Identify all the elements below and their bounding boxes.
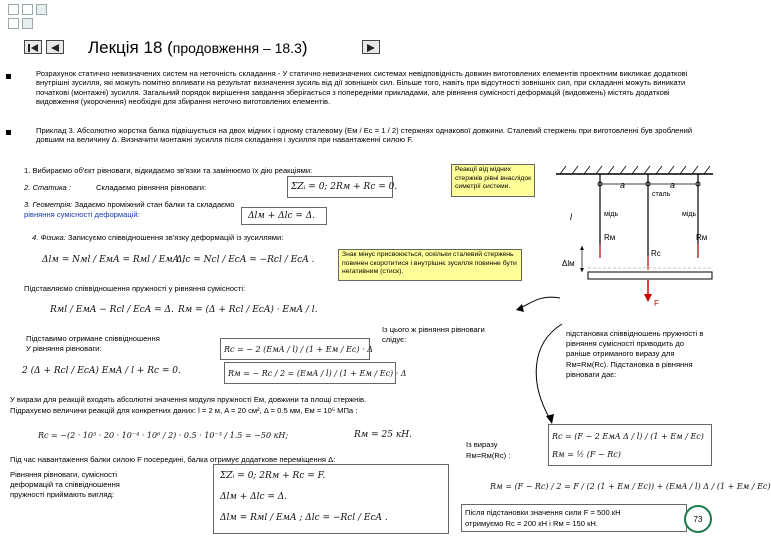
first-slide-icon xyxy=(25,42,41,54)
decor-square xyxy=(36,4,47,15)
step-2-text: Складаємо рівняння рівноваги: xyxy=(96,183,207,192)
next-slide-icon xyxy=(363,42,379,54)
reaction-arrows xyxy=(600,244,698,270)
equation-system-box: ΣZᵢ = 0; 2Rм + Rс = F. Δlм + Δlс = Δ. Δlм = Rмl / EмA ; Δlс = −Rсl / EсA . xyxy=(213,464,449,534)
equation-rm: Rм = (Δ + Rсl / EсA) · EмA / l. xyxy=(178,305,318,315)
system-text: Рівняння рівноваги, сумісності xyxy=(10,470,118,479)
plug-text: Підставимо отримане співвідношення xyxy=(26,334,160,343)
label-force: F xyxy=(654,299,659,308)
equation-phys-copper: Δlм = Nмl / EмA = Rмl / EмA ; xyxy=(42,255,186,265)
system-text-3: пружності приймають вигляд: xyxy=(10,490,114,499)
equation-bottom: Rм = (F − Rс) / 2 = F / (2 (1 + Eм / Eс)) + (EмA / l) Δ / (1 + Eм / Eс) xyxy=(490,482,771,491)
decor-square xyxy=(8,18,19,29)
rigid-beam xyxy=(588,272,712,279)
note-symmetry: Реакції від мідних стержнів рівні внаслідок симетрії системи. xyxy=(451,164,535,197)
right-note: підстановка співвідношень пружності в рівняння сумісності приводить до раніше отриманого виразу для Rм=Rм(Rс). Підстановка в рівняння рівноваги дає: xyxy=(566,329,704,379)
decor-square xyxy=(8,4,19,15)
label-a2: a xyxy=(670,180,676,190)
step-2-label: 2. Статика : xyxy=(24,183,71,192)
slide-title: Лекція 18 (продовження – 18.3) xyxy=(88,38,308,57)
equation-rc: Rс = − 2 (EмA / l) / (1 + Eм / Eс) · Δ xyxy=(224,345,373,354)
bullet xyxy=(6,130,11,135)
label-steel: сталь xyxy=(652,191,671,198)
system-text-2: деформацій та співвідношення xyxy=(10,480,120,489)
equation-static-box xyxy=(287,176,398,198)
equation-subst: Rмl / EмA − Rсl / EсA = Δ. xyxy=(50,305,174,315)
prev-slide-icon xyxy=(47,42,63,54)
from-eq-text-2: слідує: xyxy=(382,335,407,344)
answers-text: У вирази для реакцій входять абсолютні значення модуля пружності Eм, довжини та площі стержнів. xyxy=(10,395,367,404)
decor-square xyxy=(22,4,33,15)
beam-diagram xyxy=(548,160,718,320)
from-expr-text-2: Rм=Rм(Rс) : xyxy=(466,451,511,460)
equation-rm2: Rм = − Rс / 2 = (EмA / l) / (1 + Eм / Eс) · Δ xyxy=(228,369,407,378)
label-copper-2: мідь xyxy=(682,211,697,218)
from-eq-text: Із цього ж рівняння рівноваги xyxy=(382,325,485,334)
label-rm-left: Rм xyxy=(604,233,616,242)
equation-phys-steel: Δlс = Nсl / EсA = −Rсl / EсA . xyxy=(176,255,315,265)
equation-rm2-box xyxy=(224,362,407,384)
equation-rm-num: Rм = 25 кН. xyxy=(354,430,412,440)
equation-compat-box xyxy=(241,207,327,225)
note-sign: Знак мінус присвоюється, оскільки сталевий стержень повинен скоротитися і внутрішнє зусилля повинне бути негативним (стиск). xyxy=(338,249,522,281)
equation-right-box: Rс = (F − 2 EмA Δ / l) / (1 + Eм / Eс) Rм = ½ (F − Rс) xyxy=(548,424,712,466)
step-3: 3. Геометрія: Задаємо проміжний стан балки та складаємо xyxy=(24,200,235,209)
decor-square xyxy=(22,18,33,29)
intro-paragraph: Розрахунок статично невизначених систем на неточність складання - У статично невизначених системах невідповідність довжин виготовлених елементів проектним викликає додаткові внутрішні зусилля, які можуть помітно впливати на результат визначення зусиль від дії зовнішніх сил. Більше того, навіть при відсутності зовнішніх сил, при складанні можуть виникати початкові (монтажні) зусилля. Загальний порядок вирішення завдання зберігається з попередніми прикладами, але рівняння сумісності деформацій (видовжень) містять додаткові видовження (укорочення) необхідні для збирання неточно виготовлених елементів. xyxy=(36,69,688,107)
step-3-cont: рівняння сумісності деформацій: xyxy=(24,210,140,219)
equation-static: ΣZᵢ = 0; 2Rм + Rс = 0. xyxy=(291,182,398,192)
step-1: 1. Вибираємо об'єкт рівноваги, відкидаємо зв'язки та замінюємо їх дію реакціями: xyxy=(24,166,313,175)
from-expr-text: Із виразу xyxy=(466,440,498,449)
next-slide-button[interactable] xyxy=(362,40,380,54)
connector-arrows xyxy=(500,284,570,434)
label-l: l xyxy=(570,212,572,222)
step-4: 4. Фізика: Записуємо співвідношення зв'язку деформацій із зусиллями: xyxy=(32,233,284,242)
ceiling-hatching xyxy=(560,166,710,174)
equation-rc-num: Rс = −(2 · 10⁵ · 20 · 10⁻⁴ · 10⁶ / 2) · 0.5 · 10⁻³ / 1.5 = −50 кН; xyxy=(38,431,289,440)
equation-compat: Δlм + Δlс = Δ. xyxy=(248,211,316,221)
equation-rc-box xyxy=(220,338,373,360)
label-delta-lm: Δlм xyxy=(562,259,575,268)
substitute-text: Підставляємо співвідношення пружності у рівняння сумісності: xyxy=(24,284,246,293)
label-copper-1: мідь xyxy=(604,211,619,218)
label-rc: Rс xyxy=(651,249,661,258)
plug-text-2: У рівняння рівноваги: xyxy=(26,344,102,353)
example-paragraph: Приклад 3. Абсолютно жорстка балка підвішується на двох мідних і одному сталевому (Eм / Eс = 1 / 2) стержнях однакової довжини. Сталевий стержень при виготовленні був зроблений довшим на величину Δ. Визначити монтажні зусилля після складання і зусилля при навантаженні силою F. xyxy=(36,126,693,145)
label-rm-right: Rм xyxy=(696,233,708,242)
result-box: Після підстановки значення сили F = 500 кН отримуємо Rс = 200 кН і Rм = 150 кН. xyxy=(461,504,687,532)
prev-slide-button[interactable] xyxy=(46,40,64,54)
label-a1: a xyxy=(620,180,626,190)
equation-rc-solve: 2 (Δ + Rсl / EсA) EмA / l + Rс = 0. xyxy=(22,366,181,376)
loaded-text: Під час навантаження балки силою F посередині, балка отримує додаткове переміщення Δ: xyxy=(10,455,336,464)
first-slide-button[interactable] xyxy=(24,40,42,54)
page-number-badge: 73 xyxy=(684,505,712,533)
bullet xyxy=(6,74,11,79)
answers-text-2: Підрахуємо величини реакцій для конкретних даних: l = 2 м, A = 20 см², Δ = 0.5 мм, Eм = 10⁵ МПа : xyxy=(10,406,358,415)
